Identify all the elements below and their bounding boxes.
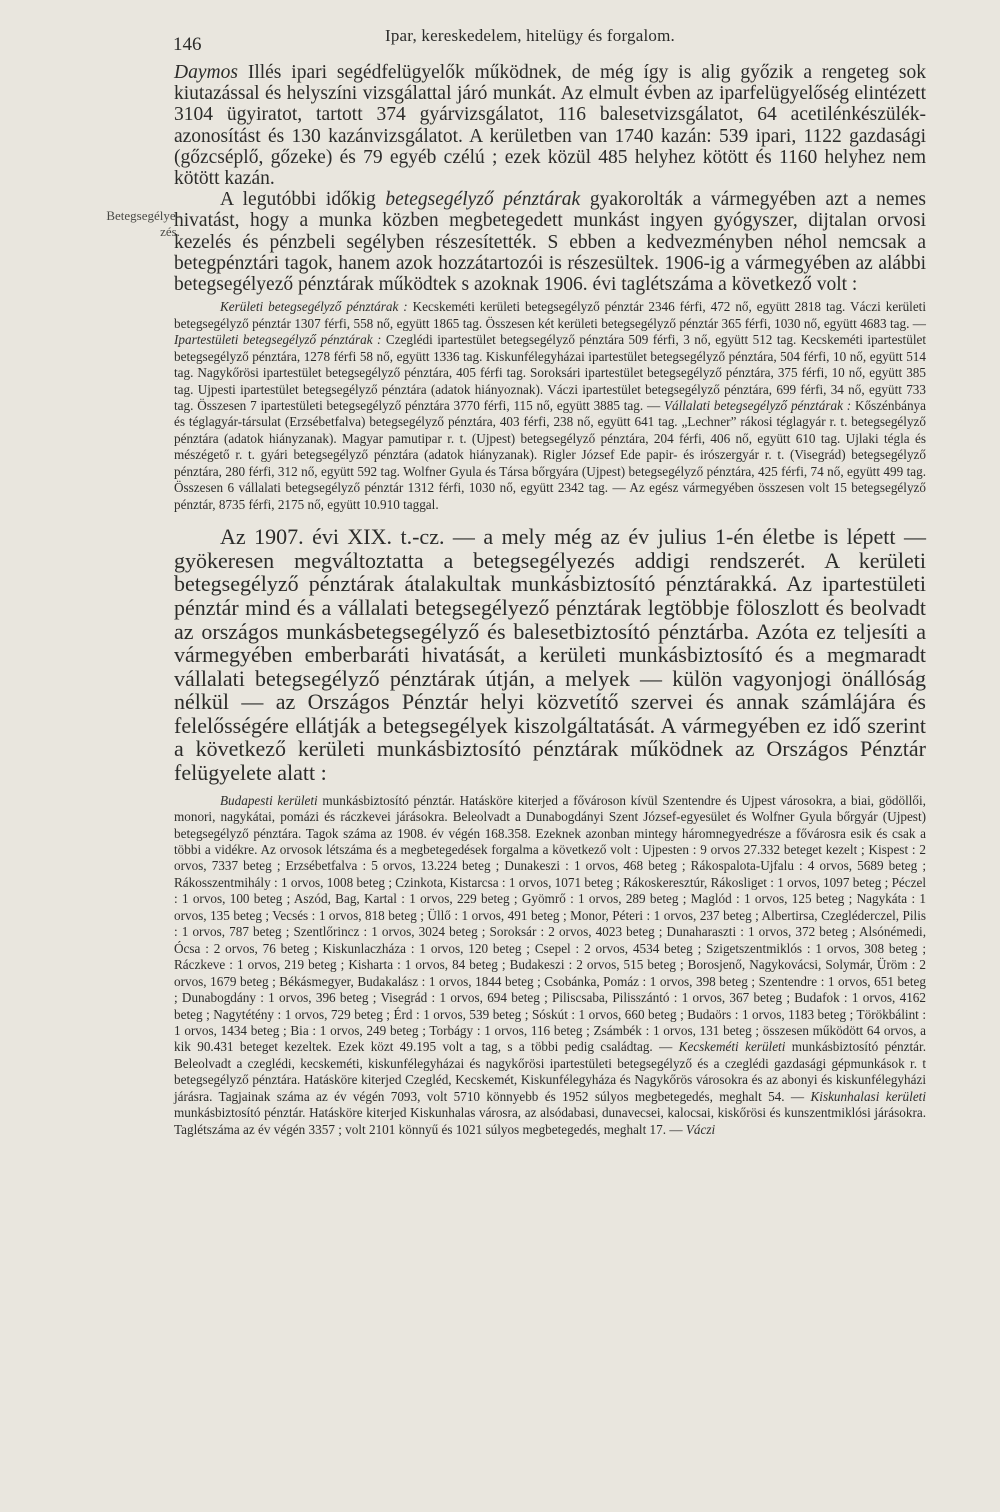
paragraph-lead: Daymos <box>174 62 238 83</box>
paragraph-inspectorate <box>174 62 926 189</box>
paragraph-text: Illés ipari segédfelügyelők működnek, de még így is alig győzik a rengeteg sok kiutazással és helyszíni vizsgálattal járó munkát. Az elmult évben az iparfelügyelőség elintézett 3104 ügyiratot, tartott 374 gyárvizsgálatot, 116 balesetvizsgálatot, 64 acetilénkészülék-azonosítást és 130 kazánvizsgálatot. A kerületben van 1740 kazán: 539 ipari, 1122 gazdasági (gőzcséplő, gőzeke) és 79 egyéb czélú ; ezek közül 485 helyhez kötött és 1160 helyhez nem kötött kazán. <box>174 62 926 190</box>
section-heading: Kerületi betegsegélyző pénztárak : <box>220 299 408 315</box>
paragraph-fund-list-1906 <box>174 299 926 513</box>
page-number: 146 <box>173 34 202 55</box>
section-heading: Vállalati betegsegélyző pénztárak : <box>663 397 852 413</box>
section-heading: Budapesti kerületi <box>220 792 318 808</box>
page-body <box>174 62 926 1138</box>
paragraph-sick-funds <box>174 189 926 295</box>
paragraph-text: A legutóbbi időkig <box>220 189 386 211</box>
running-title: Ipar, kereskedelem, hitelügy és forgalom. <box>385 26 675 45</box>
paragraph-emphasis: betegsegélyző pénztárak <box>385 189 581 211</box>
section-heading: Ipartestületi betegsegélyző pénztárak : <box>174 332 382 348</box>
paragraph-text: munkásbiztosító pénztár. Hatásköre kiterjed Kiskunhalas városra, az alsódabasi, dunavecsei, kalocsai, kiskőrösi és kunszentmiklósi járásokra. Taglétszáma az év végén 3357 ; volt 2101 könnyű és 1021 súlyos megbetegedés, meghalt 17. — <box>174 1105 926 1137</box>
paragraph-text: gyakorolták a vármegyében azt a nemes hivatást, hogy a munka közben megbetegedett munkást ingyen gyógyszer, dijtalan orvosi kezelés és pénzbeli segélyben részesítették. S ebben a kedvezményben néhol nemcsak a betegpénztári tagok, hanem azok hozzátartozói is részesültek. 1906-ig a vármegyében az alábbi betegsegélyező pénztárak működtek s azoknak 1906. évi taglétszáma a következő volt : <box>174 189 927 296</box>
paragraph-district-funds <box>174 793 926 1139</box>
paragraph-text: Kecskeméti kerületi betegsegélyző pénztár 2346 férfi, 472 nő, együtt 2818 tag. Váczi kerületi betegsegélyző pénztár 1307 férfi, 558 nő, együtt 1865 tag. Összesen két kerületi betegsegélyző pénztár 365 férfi, 1030 nő, együtt 4683 tag. — <box>174 299 927 331</box>
margin-note: Betegsegélye-zés. <box>106 208 180 239</box>
paragraph-law-1907 <box>174 525 926 785</box>
section-heading: Váczi <box>685 1121 716 1137</box>
section-heading: Kiskunhalasi kerületi <box>810 1088 926 1104</box>
section-heading: Kecskeméti kerületi <box>678 1039 786 1055</box>
paragraph-text: munkásbiztosító pénztár. Hatásköre kiterjed a fővároson kívül Szentendre és Ujpest városokra, a biai, gödöllői, monori, nagykátai, pomázi és ráczkevei járásokra. Beleolvadt a Dunabogdányi Szent József-egyesület és Wolfner Gyula bőrgyár (Ujpest) betegsegélyző pénztára. Tagok száma az 1908. év végén 168.358. Ezeknek azonban mintegy háromnegyedrésze a fővárosra esik és csak a többi a vidékre. Az orvosok létszáma és a megbetegedések forgalma a következő volt : Ujpesten : 9 orvos 27.332 beteget kezelt ; Kispest : 2 orvos, 7337 beteg ; Erzsébetfalva : 5 orvos, 13.224 beteg ; Dunakeszi : 1 orvos, 468 beteg ; Rákospalota-Ujfalu : 4 orvos, 5689 beteg ; Rákosszentmihály : 1 orvos, 1008 beteg ; Czinkota, Kistarcsa : 1 orvos, 1071 beteg ; Rákoskeresztúr, Rákosliget : 1 orvos, 1097 beteg ; Péczel : 1 orvos, 100 beteg ; Aszód, Bag, Kartal : 1 orvos, 229 beteg ; Gyömrő : 1 orvos, 289 beteg ; Maglód : 1 orvos, 125 beteg ; Nagykáta : 1 orvos, 135 beteg ; Vecsés : 1 orvos, 818 beteg ; Üllő : 1 orvos, 491 beteg ; Monor, Péteri : 1 orvos, 237 beteg ; Albertirsa, Czegléderczel, Pilis : 1 orvos, 787 beteg ; Szentlőrincz : 1 orvos, 3024 beteg ; Soroksár : 2 orvos, 4023 beteg ; Dunaharaszti : 1 orvos, 372 beteg ; Alsónémedi, Ócsa : 2 orvos, 76 beteg ; Kiskunlaczháza : 1 orvos, 120 beteg ; Csepel : 2 orvos, 4534 beteg ; Szigetszentmiklós : 1 orvos, 308 beteg ; Ráczkeve : 1 orvos, 219 beteg ; Kisharta : 1 orvos, 84 beteg ; Budakeszi : 2 orvos, 515 beteg ; Borosjenő, Nagykovácsi, Solymár, Üröm : 2 orvos, 1679 beteg ; Békásmegyer, Budakalász : 1 orvos, 1844 beteg ; Csobánka, Pomáz : 1 orvos, 398 beteg ; Szentendre : 1 orvos, 651 beteg ; Dunabogdány : 1 orvos, 396 beteg ; Visegrád : 1 orvos, 694 beteg ; Piliscsaba, Pilisszántó : 1 orvos, 367 beteg ; Budafok : 1 orvos, 4162 beteg ; Nagytétény : 1 orvos, 729 beteg ; Érd : 1 orvos, 539 beteg ; Sóskút : 1 orvos, 660 beteg ; Budaörs : 1 orvos, 1183 beteg ; Törökbálint : 1 orvos, 1434 beteg ; Bia : 1 orvos, 249 beteg ; Torbágy : 1 orvos, 116 beteg ; Zsámbék : 1 orvos, 131 beteg ; összesen működött 64 orvos, a kik 90.431 beteget kezeltek. Ezek közt 49.195 volt a tag, s a többi pedig családtag. — <box>174 792 926 1055</box>
paragraph-text: Az 1907. évi XIX. t.-cz. — a mely még az év julius 1-én életbe is lépett — gyökeresen megváltoztatta a betegsegélyezés addigi rendszerét. A kerületi betegsegélyző pénztárak átalakultak munkásbiztosító pénztárakká. Az ipartestületi pénztár mind és a vállalati betegsegélyező pénztárak legtöbbje föloszlott és beolvadt az országos munkásbetegsegélyző és balesetbiztosító pénztárba. Azóta ez teljesíti a vármegyében emberbaráti hivatását, a kerületi munkásbiztosító és a megmaradt vállalati betegsegélyző pénztárak útján, a melyek — külön vagyonjogi önállóság nélkül — az Országos Pénztár helyi közvetítő szervei és annak számlájára és felelősségére ellátják a betegsegélyek kiszolgáltatását. A vármegyében ez idő szerint a következő kerületi munkásbiztosító pénztárak működnek az Országos Pénztár felügyelete alatt : <box>174 524 926 786</box>
paragraph-text: Czeglédi ipartestület betegsegélyző pénztára 509 férfi, 3 nő, együtt 512 tag. Kecskeméti ipartestület betegsegélyző pénztára, 1278 férfi 58 nő, együtt 1336 tag. Kiskunfélegyházai ipartestület betegsegélyző pénztára, 504 férfi, 10 nő, együtt 514 tag. Nagykőrösi ipartestület betegsegélyző pénztára, 405 férfi tag. Soroksári ipartestület betegsegélyző pénztára, 375 férfi, 10 nő, együtt 385 tag. Ujpesti ipartestület betegsegélyző pénztára (adatok hiányoznak). Váczi ipartestület betegsegélyző pénztára, 699 férfi, 34 nő, együtt 733 tag. Összesen 7 ipartestületi betegsegélyző pénztára 3770 férfi, 115 nő, együtt 3885 tag. — <box>174 332 926 413</box>
paragraph-text: munkásbiztosító pénztár. Beleolvadt a czeglédi, kecskeméti, kiskunfélegyházai és nagykőrösi ipartestületi betegsegélyző és a czeglédi gazdasági gépmunkások r. t betegsegélyző pénztára. Hatásköre kiterjed Czegléd, Kecskemét, Kiskunfélegyháza és Nagykőrös városokra és az abonyi és kiskunfélegyházi járásra. Tagjainak száma az év végén 7093, volt 5710 könnyebb és 1952 súlyos megbetegedés, meghalt 54. — <box>174 1039 926 1104</box>
paragraph-text: Kőszénbánya és téglagyár-társulat (Erzsébetfalva) betegsegélyző pénztára, 403 férfi, 238 nő, együtt 641 tag. „Lechner” rákosi téglagyár r. t. betegsegélyző pénztára (adatok hiányzanak). Magyar pamutipar r. t. (Ujpest) betegsegélyző pénztára, 204 férfi, 406 nő, együtt 610 tag. Ujlaki tégla és mészégető r. t. gyári betegsegélyző pénztára (adatok hiányzanak). Rigler József Ede papir- és irószergyár r. t. (Visegrád) betegsegélyző pénztára, 280 férfi, 312 nő, együtt 592 tag. Wolfner Gyula és Társa bőrgyára (Ujpest) betegsegélyző pénztára, 425 férfi, 74 nő, együtt 499 tag. Összesen 6 vállalati betegsegélyző pénztár 1312 férfi, 1030 nő, együtt 2342 tag. — Az egész vármegyében összesen volt 15 betegsegélyző pénztár, 8735 férfi, 2175 nő, együtt 10.910 taggal. <box>174 397 926 512</box>
